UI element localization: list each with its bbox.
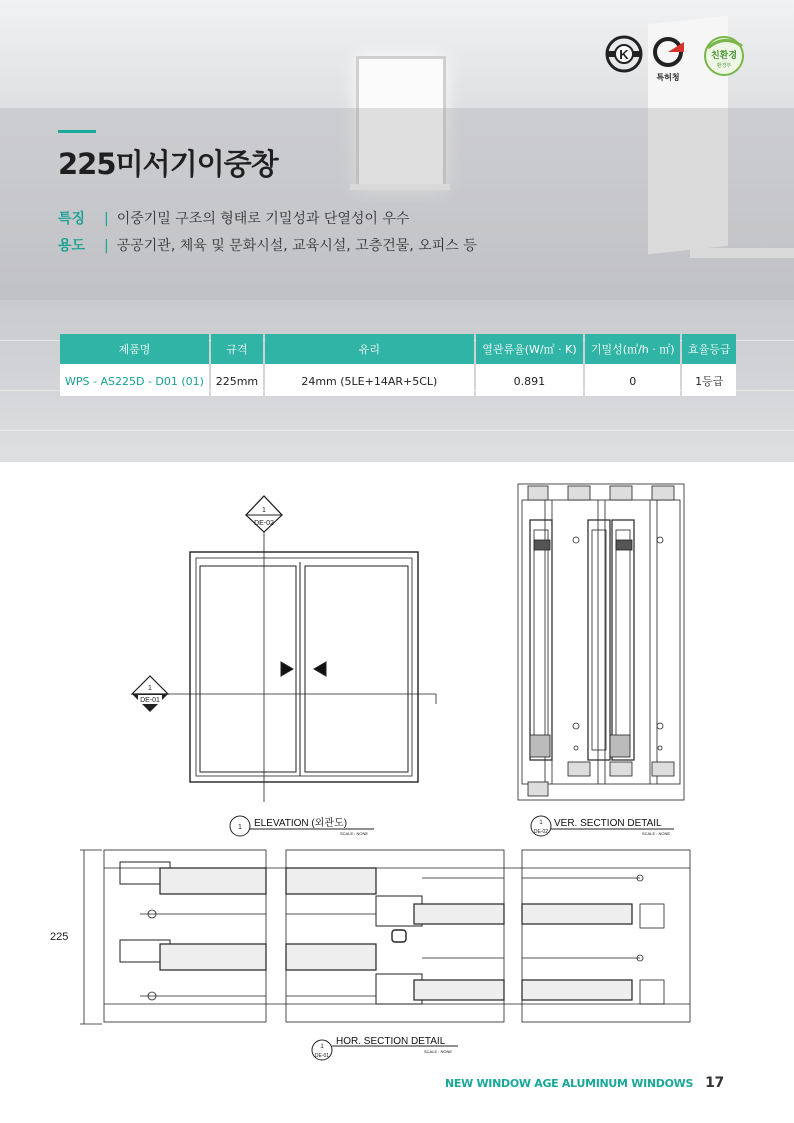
th-airtight: 기밀성(㎥/h · ㎡) [585, 334, 680, 364]
svg-text:HOR. SECTION DETAIL: HOR. SECTION DETAIL [336, 1036, 446, 1047]
ks-mark-icon [606, 37, 642, 71]
cell-grade: 1등급 [682, 364, 736, 396]
th-grade: 효율등급 [682, 334, 736, 364]
svg-text:환경부: 환경부 [716, 63, 732, 69]
svg-text:DE-01: DE-01 [140, 697, 160, 704]
svg-text:K: K [619, 47, 629, 62]
svg-text:VER. SECTION DETAIL: VER. SECTION DETAIL [554, 818, 662, 829]
svg-text:1: 1 [320, 1044, 324, 1050]
elevation-title [230, 816, 374, 836]
footer-text: NEW WINDOW AGE ALUMINUM WINDOWS [444, 1077, 694, 1090]
certification-logos [604, 34, 750, 86]
title-accent-bar [58, 130, 96, 133]
cell-u-value: 0.891 [476, 364, 583, 396]
svg-text:1: 1 [148, 685, 152, 692]
dimension-label: 225 [50, 931, 69, 943]
feature-text: 이중기밀 구조의 형태로 기밀성과 단열성이 우수 [116, 211, 410, 227]
table-row [60, 364, 736, 396]
cell-product: WPS - AS225D - D01 (01) [60, 364, 209, 396]
spec-table [58, 334, 738, 396]
cell-size: 225mm [211, 364, 263, 396]
vertical-section-drawing [518, 484, 684, 800]
th-u-value: 열관류율(W/㎡ · K) [476, 334, 583, 364]
technical-drawings [0, 462, 794, 1123]
hor-section-title [312, 1036, 458, 1060]
feature-label: 특징 [58, 211, 86, 227]
th-size: 규격 [211, 334, 263, 364]
section-marker-top [246, 496, 282, 532]
usage-label: 용도 [58, 238, 86, 254]
svg-text:1: 1 [238, 824, 242, 831]
svg-text:1: 1 [539, 820, 543, 826]
cell-airtight: 0 [585, 364, 680, 396]
svg-text:특허청: 특허청 [656, 73, 680, 82]
svg-text:SCALE : NONE: SCALE : NONE [642, 831, 671, 836]
svg-text:DE-02: DE-02 [254, 520, 274, 527]
svg-text:친환경: 친환경 [710, 51, 738, 61]
svg-text:ELEVATION (외관도): ELEVATION (외관도) [254, 818, 348, 829]
svg-text:SCALE : NONE: SCALE : NONE [424, 1049, 453, 1054]
th-glass: 유리 [265, 334, 474, 364]
svg-text:SCALE : NONE: SCALE : NONE [340, 831, 369, 836]
svg-text:DE-01: DE-01 [314, 1053, 330, 1059]
eco-label-icon [705, 37, 743, 75]
table-header-row [60, 334, 736, 364]
feature-line: 특징 | 이중기밀 구조의 형태로 기밀성과 단열성이 우수 [58, 208, 409, 228]
page-number: 17 [705, 1075, 724, 1091]
page-footer [445, 1075, 724, 1091]
ver-section-title [531, 816, 674, 836]
section-marker-left [132, 676, 168, 712]
cell-glass: 24mm (5LE+14AR+5CL) [265, 364, 474, 396]
horizontal-section-drawing [80, 850, 690, 1024]
svg-text:1: 1 [262, 507, 266, 514]
svg-text:DE-02: DE-02 [533, 829, 549, 835]
elevation-drawing [150, 532, 436, 802]
usage-line: 용도 | 공공기관, 체육 및 문화시설, 교육시설, 고층건물, 오피스 등 [58, 235, 477, 255]
th-product: 제품명 [60, 334, 209, 364]
page-title: 225미서기이중창 [58, 147, 278, 181]
usage-text: 공공기관, 체육 및 문화시설, 교육시설, 고층건물, 오피스 등 [116, 238, 477, 254]
patent-office-icon [655, 39, 684, 82]
